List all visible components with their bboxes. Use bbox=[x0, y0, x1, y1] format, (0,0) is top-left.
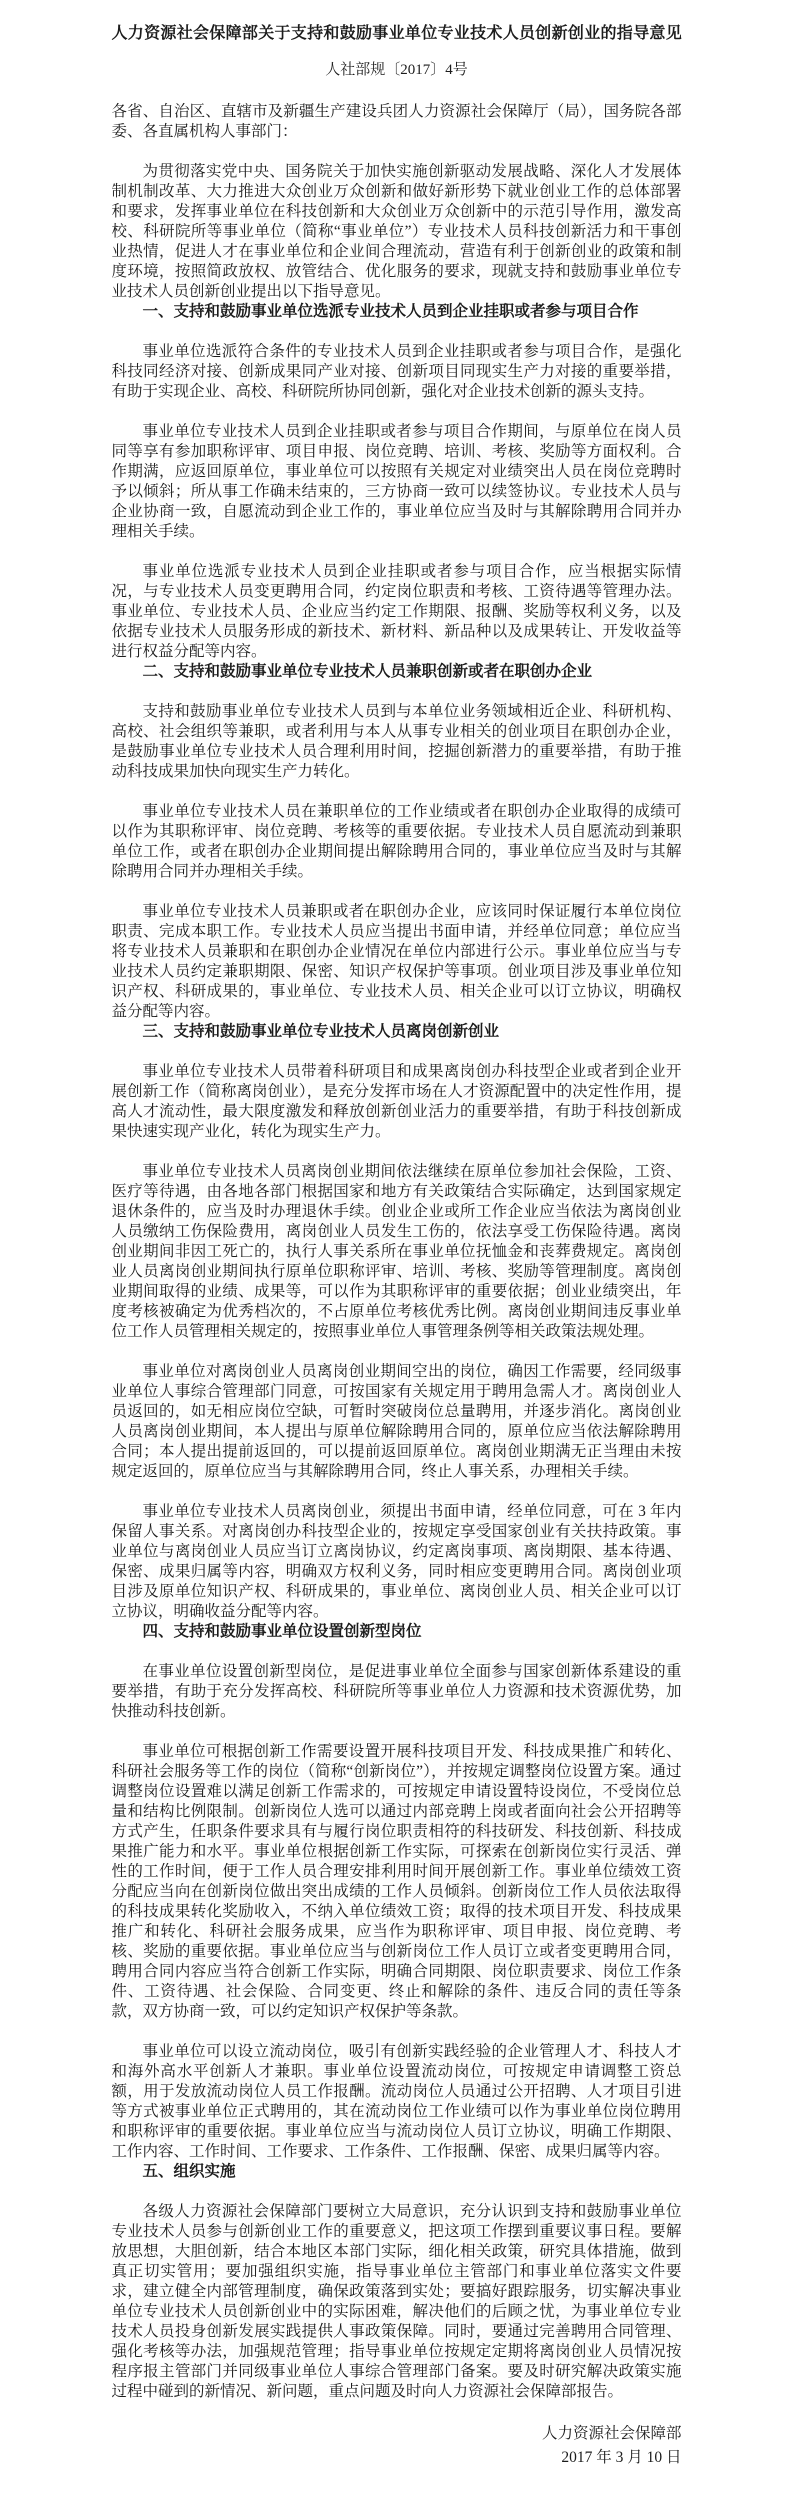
paragraph: 事业单位可以设立流动岗位，吸引有创新实践经验的企业管理人才、科技人才和海外高水平创新人才兼职。事业单位设置流动岗位，可按规定申请调整工资总额，用于发放流动岗位人员工作报酬。流动岗位人员通过公开招聘、人才项目引进等方式被事业单位正式聘用的，其在流动岗位工作业绩可以作为事业单位岗位聘用和职称评审的重要依据。事业单位应当与流动岗位人员订立协议，明确工作期限、工作内容、工作时间、工作要求、工作条件、工作报酬、保密、成果归属等内容。 bbox=[111, 2043, 682, 2160]
section-heading: 一、支持和鼓励事业单位选派专业技术人员到企业挂职或者参与项目合作 bbox=[142, 303, 639, 320]
paragraph: 事业单位可根据创新工作需要设置开展科技项目开发、科技成果推广和转化、科研社会服务等工作的岗位（简称“创新岗位”），并按规定调整岗位设置方案。通过调整岗位设置难以满足创新工作需求的，可按规定申请设置特设岗位，不受岗位总量和结构比例限制。创新岗位人选可以通过内部竞聘上岗或者面向社会公开招聘等方式产生，任职条件要求具有与履行岗位职责相符的科技研发、科技创新、科技成果推广能力和水平。事业单位根据创新工作实际，可探索在创新岗位实行灵活、弹性的工作时间，便于工作人员合理安排利用时间开展创新工作。事业单位绩效工资分配应当向在创新岗位做出突出成绩的工作人员倾斜。创新岗位工作人员依法取得的科技成果转化奖励收入，不纳入单位绩效工资；取得的技术项目开发、科技成果推广和转化、科研社会服务成果，应当作为职称评审、项目申报、岗位竞聘、考核、奖励的重要依据。事业单位应当与创新岗位工作人员订立或者变更聘用合同，聘用合同内容应当符合创新工作实际，明确合同期限、岗位职责要求、岗位工作条件、工资待遇、社会保险、合同变更、终止和解除的条件、违反合同的责任等条款，双方协商一致，可以约定知识产权保护等条款。 bbox=[111, 1743, 682, 2020]
paragraph: 事业单位专业技术人员兼职或者在职创办企业，应该同时保证履行本单位岗位职责、完成本职工作。专业技术人员应当提出书面申请，并经单位同意；单位应当将专业技术人员兼职和在职创办企业情况在单位内部进行公示。事业单位应当与专业技术人员约定兼职期限、保密、知识产权保护等事项。创业项目涉及事业单位知识产权、科研成果的，事业单位、专业技术人员、相关企业可以订立协议，明确权益分配等内容。 bbox=[111, 903, 682, 1020]
paragraph: 事业单位专业技术人员在兼职单位的工作业绩或者在职创办企业取得的成绩可以作为其职称评审、岗位竞聘、考核等的重要依据。专业技术人员自愿流动到兼职单位工作，或者在职创办企业期间提出解除聘用合同的，事业单位应当及时与其解除聘用合同并办理相关手续。 bbox=[111, 803, 682, 880]
signature-date: 2017 年 3 月 10 日 bbox=[561, 2449, 682, 2466]
paragraph: 各级人力资源社会保障部门要树立大局意识，充分认识到支持和鼓励事业单位专业技术人员参与创新创业工作的重要意义，把这项工作摆到重要议事日程。要解放思想，大胆创新，结合本地区本部门实际，细化相关政策，研究具体措施，做到真正切实管用；要加强组织实施，指导事业单位主管部门和事业单位落实文件要求，建立健全内部管理制度，确保政策落到实处；要搞好跟踪服务，切实解决事业单位专业技术人员创新创业中的实际困难，解决他们的后顾之忧，为事业单位专业技术人员投身创新发展实践提供人事政策保障。同时，要通过完善聘用合同管理、强化考核等办法，加强规范管理；指导事业单位按规定定期将离岗创业人员情况按程序报主管部门并同级事业单位人事综合管理部门备案。要及时研究解决政策实施过程中碰到的新情况、新问题，重点问题及时向人力资源社会保障部报告。 bbox=[111, 2203, 682, 2400]
paragraph: 事业单位专业技术人员离岗创业期间依法继续在原单位参加社会保险，工资、医疗等待遇，由各地各部门根据国家和地方有关政策结合实际确定，达到国家规定退休条件的，应当及时办理退休手续。创业企业或所工作企业应当依法为离岗创业人员缴纳工伤保险费用，离岗创业人员发生工伤的，依法享受工伤保险待遇。离岗创业期间非因工死亡的，执行人事关系所在事业单位抚恤金和丧葬费规定。离岗创业人员离岗创业期间执行原单位职称评审、培训、考核、奖励等管理制度。离岗创业期间取得的业绩、成果等，可以作为其职称评审的重要依据；创业业绩突出，年度考核被确定为优秀档次的，不占原单位考核优秀比例。离岗创业期间违反事业单位工作人员管理相关规定的，按照事业单位人事管理条例等相关政策法规处理。 bbox=[111, 1163, 682, 1340]
paragraph: 事业单位专业技术人员离岗创业，须提出书面申请，经单位同意，可在 3 年内保留人事关系。对离岗创办科技型企业的，按规定享受国家创业有关扶持政策。事业单位与离岗创业人员应当订立离岗协议，约定离岗事项、离岗期限、基本待遇、保密、成果归属等内容，明确双方权利义务，同时相应变更聘用合同。离岗创业项目涉及原单位知识产权、科研成果的，事业单位、离岗创业人员、相关企业可以订立协议，明确收益分配等内容。 bbox=[111, 1503, 682, 1620]
document-page bbox=[112, 0, 682, 2494]
paragraph: 事业单位对离岗创业人员离岗创业期间空出的岗位，确因工作需要，经同级事业单位人事综合管理部门同意，可按国家有关规定用于聘用急需人才。离岗创业人员返回的，如无相应岗位空缺，可暂时突破岗位总量聘用，并逐步消化。离岗创业人员离岗创业期间，本人提出与原单位解除聘用合同的，原单位应当依法解除聘用合同；本人提出提前返回的，可以提前返回原单位。离岗创业期满无正当理由未按规定返回的，原单位应当与其解除聘用合同，终止人事关系，办理相关手续。 bbox=[111, 1363, 682, 1480]
paragraph: 各省、自治区、直辖市及新疆生产建设兵团人力资源社会保障厅（局），国务院各部委、各直属机构人事部门： bbox=[111, 103, 682, 140]
section-heading: 五、组织实施 bbox=[142, 2163, 236, 2180]
section-heading: 三、支持和鼓励事业单位专业技术人员离岗创新创业 bbox=[142, 1023, 500, 1040]
signature-block bbox=[112, 2422, 682, 2470]
paragraph: 为贯彻落实党中央、国务院关于加快实施创新驱动发展战略、深化人才发展体制机制改革、大力推进大众创业万众创新和做好新形势下就业创业工作的总体部署和要求，发挥事业单位在科技创新和大众创业万众创新中的示范引导作用，激发高校、科研院所等事业单位（简称“事业单位”）专业技术人员科技创新活力和干事创业热情，促进人才在事业单位和企业间合理流动，营造有利于创新创业的政策和制度环境，按照简政放权、放管结合、优化服务的要求，现就支持和鼓励事业单位专业技术人员创新创业提出以下指导意见。 bbox=[111, 163, 682, 300]
paragraph: 事业单位选派专业技术人员到企业挂职或者参与项目合作，应当根据实际情况，与专业技术人员变更聘用合同，约定岗位职责和考核、工资待遇等管理办法。事业单位、专业技术人员、企业应当约定工作期限、报酬、奖励等权利义务，以及依据专业技术人员服务形成的新技术、新材料、新品种以及成果转让、开发收益等进行权益分配等内容。 bbox=[111, 563, 682, 660]
document-body bbox=[112, 102, 682, 2402]
paragraph: 事业单位选派符合条件的专业技术人员到企业挂职或者参与项目合作，是强化科技同经济对接、创新成果同产业对接、创新项目同现实生产力对接的重要举措，有助于实现企业、高校、科研院所协同创新，强化对企业技术创新的源头支持。 bbox=[111, 343, 682, 400]
section-heading: 二、支持和鼓励事业单位专业技术人员兼职创新或者在职创办企业 bbox=[142, 663, 593, 680]
document-number: 人社部规〔2017〕4号 bbox=[325, 62, 468, 78]
paragraph: 支持和鼓励事业单位专业技术人员到与本单位业务领域相近企业、科研机构、高校、社会组织等兼职，或者利用与本人从事专业相关的创业项目在职创办企业，是鼓励事业单位专业技术人员合理利用时间，挖掘创新潜力的重要举措，有助于推动科技成果加快向现实生产力转化。 bbox=[111, 703, 682, 780]
paragraph: 事业单位专业技术人员到企业挂职或者参与项目合作期间，与原单位在岗人员同等享有参加职称评审、项目申报、岗位竞聘、培训、考核、奖励等方面权利。合作期满，应返回原单位，事业单位可以按照有关规定对业绩突出人员在岗位竞聘时予以倾斜；所从事工作确未结束的，三方协商一致可以续签协议。专业技术人员与企业协商一致，自愿流动到企业工作的，事业单位应当及时与其解除聘用合同并办理相关手续。 bbox=[111, 423, 682, 540]
paragraph: 事业单位专业技术人员带着科研项目和成果离岗创办科技型企业或者到企业开展创新工作（简称离岗创业），是充分发挥市场在人才资源配置中的决定性作用，提高人才流动性，最大限度激发和释放创新创业活力的重要举措，有助于科技创新成果快速实现产业化，转化为现实生产力。 bbox=[111, 1063, 682, 1140]
signature-issuer: 人力资源社会保障部 bbox=[541, 2425, 682, 2442]
section-heading: 四、支持和鼓励事业单位设置创新型岗位 bbox=[142, 1623, 422, 1640]
document-title: 人力资源社会保障部关于支持和鼓励事业单位专业技术人员创新创业的指导意见 bbox=[111, 25, 683, 42]
paragraph: 在事业单位设置创新型岗位，是促进事业单位全面参与国家创新体系建设的重要举措，有助于充分发挥高校、科研院所等事业单位人力资源和技术资源优势，加快推动科技创新。 bbox=[111, 1663, 682, 1720]
